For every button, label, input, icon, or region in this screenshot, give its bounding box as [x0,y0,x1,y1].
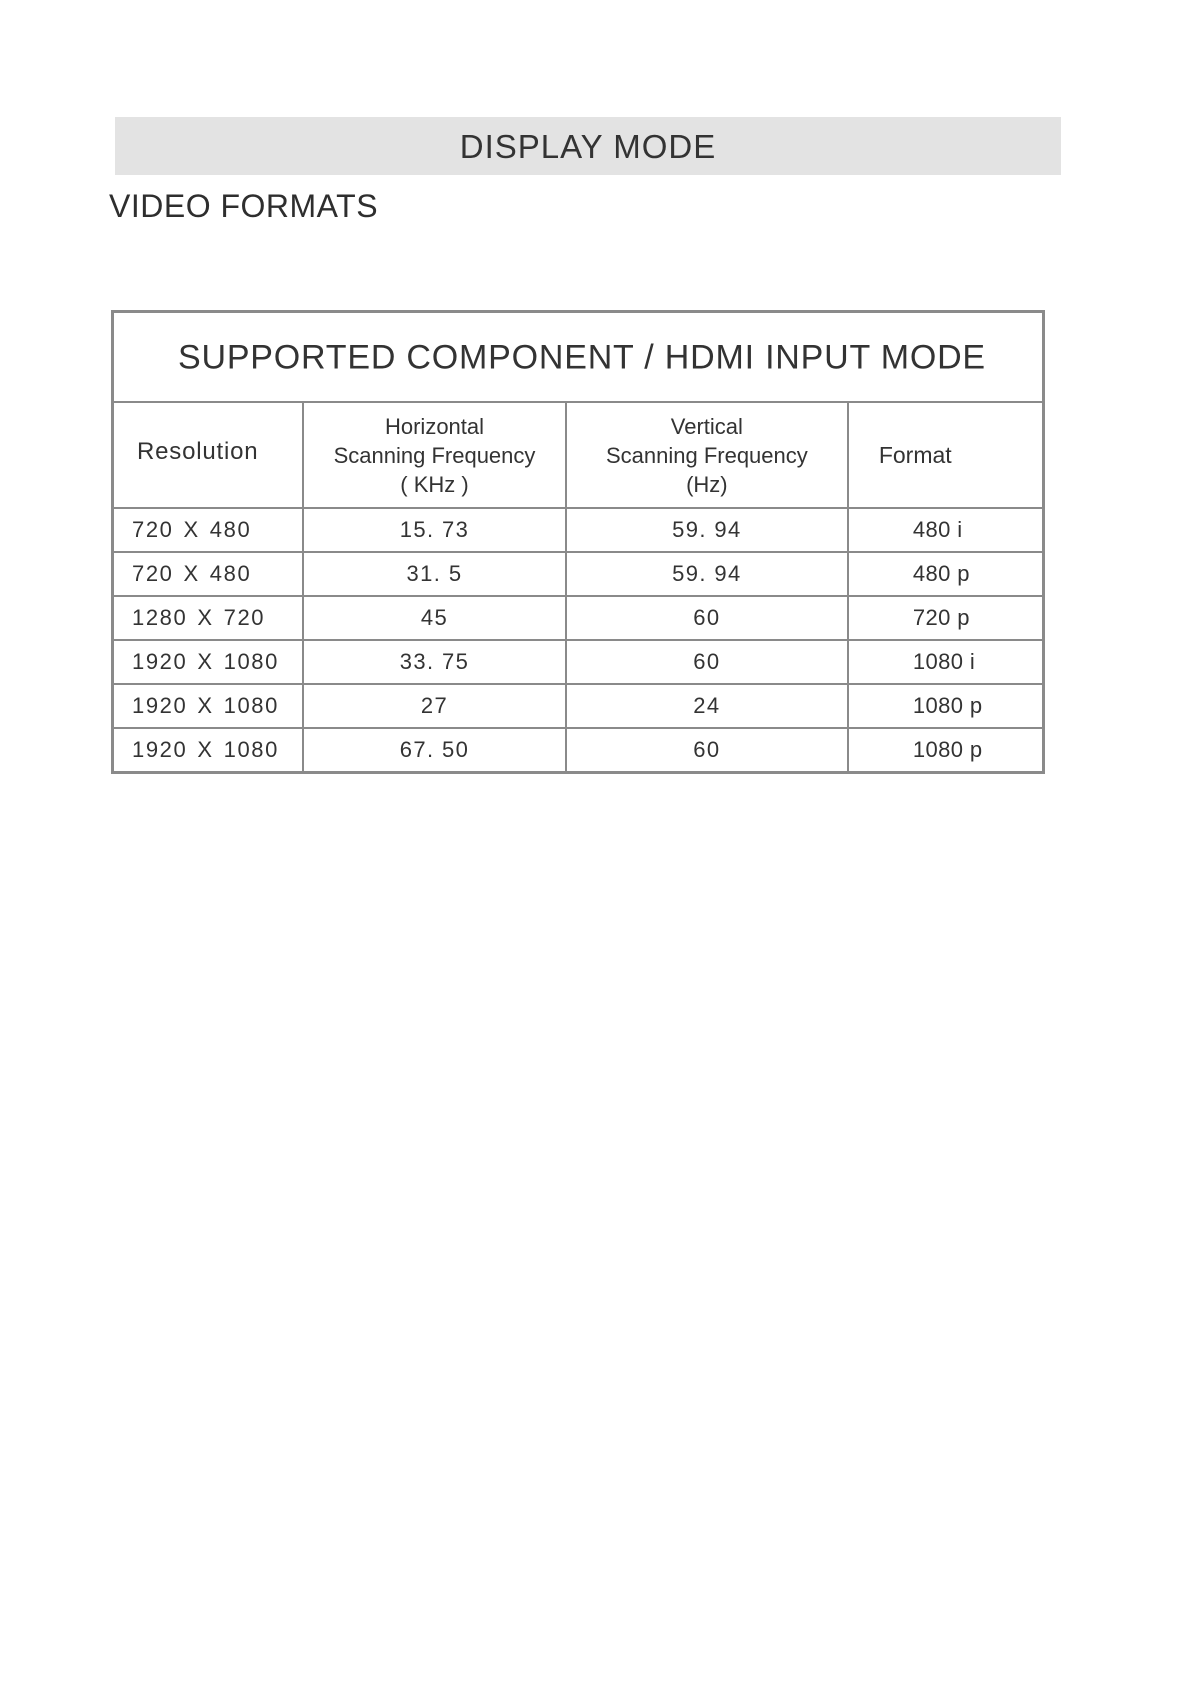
vertical-frequency-cell: 60 [566,596,848,640]
resolution-cell [113,596,304,640]
format-cell: 1080 p [848,728,1044,773]
resolution-cell [113,684,304,728]
resolution-cell [113,728,304,773]
header-vertical-line3: (Hz) [686,471,728,497]
table-caption-text: SUPPORTED COMPONENT / HDMI INPUT MODE [178,338,986,377]
vertical-frequency-cell: 24 [566,684,848,728]
table-row [113,728,1044,773]
table-row [113,552,1044,596]
format-cell: 720 p [848,596,1044,640]
horizontal-frequency-cell: 31. 5 [303,552,566,596]
header-horizontal-frequency [303,402,566,508]
input-mode-table [111,310,1045,774]
resolution-width: 720 [132,561,174,586]
resolution-separator: X [197,649,214,674]
resolution-separator: X [197,693,214,718]
horizontal-frequency-cell: 45 [303,596,566,640]
resolution-cell [113,552,304,596]
resolution-width: 1920 [132,693,188,718]
table-header-row [113,402,1044,508]
resolution-separator: X [197,737,214,762]
resolution-width: 1920 [132,649,188,674]
table-row [113,596,1044,640]
resolution-height: 1080 [223,649,279,674]
banner-title: DISPLAY MODE [459,128,717,165]
format-cell: 1080 p [848,684,1044,728]
header-resolution: Resolution [113,402,304,508]
resolution-width: 1920 [132,737,188,762]
header-vertical-frequency [566,402,848,508]
display-mode-banner [115,117,1061,175]
vertical-frequency-cell: 59. 94 [566,508,848,552]
table-caption [113,312,1044,403]
resolution-separator: X [183,561,200,586]
resolution-separator: X [197,605,214,630]
resolution-width: 1280 [132,605,188,630]
resolution-height: 1080 [223,737,279,762]
resolution-cell [113,640,304,684]
header-vertical-line2: Scanning Frequency [605,442,808,468]
resolution-height: 480 [209,517,252,542]
table-row [113,640,1044,684]
horizontal-frequency-cell: 67. 50 [303,728,566,773]
vertical-frequency-cell: 60 [566,728,848,773]
table-caption-row [113,312,1044,403]
resolution-height: 720 [223,605,266,630]
resolution-width: 720 [132,517,174,542]
table-row [113,508,1044,552]
vertical-frequency-cell: 59. 94 [566,552,848,596]
section-title: VIDEO FORMATS [109,188,379,224]
resolution-cell [113,508,304,552]
vertical-frequency-cell: 60 [566,640,848,684]
input-mode-table-container [111,310,1045,761]
horizontal-frequency-cell: 15. 73 [303,508,566,552]
format-cell: 1080 i [848,640,1044,684]
header-horizontal-line3: ( KHz ) [400,471,469,497]
header-horizontal-line2: Scanning Frequency [333,442,536,468]
horizontal-frequency-cell: 33. 75 [303,640,566,684]
header-format: Format [848,402,1044,508]
horizontal-frequency-cell: 27 [303,684,566,728]
format-cell: 480 p [848,552,1044,596]
table-row [113,684,1044,728]
header-vertical-line1: Vertical [670,413,743,439]
header-horizontal-line1: Horizontal [384,413,485,439]
resolution-separator: X [183,517,200,542]
resolution-height: 1080 [223,693,279,718]
resolution-height: 480 [209,561,252,586]
format-cell: 480 i [848,508,1044,552]
